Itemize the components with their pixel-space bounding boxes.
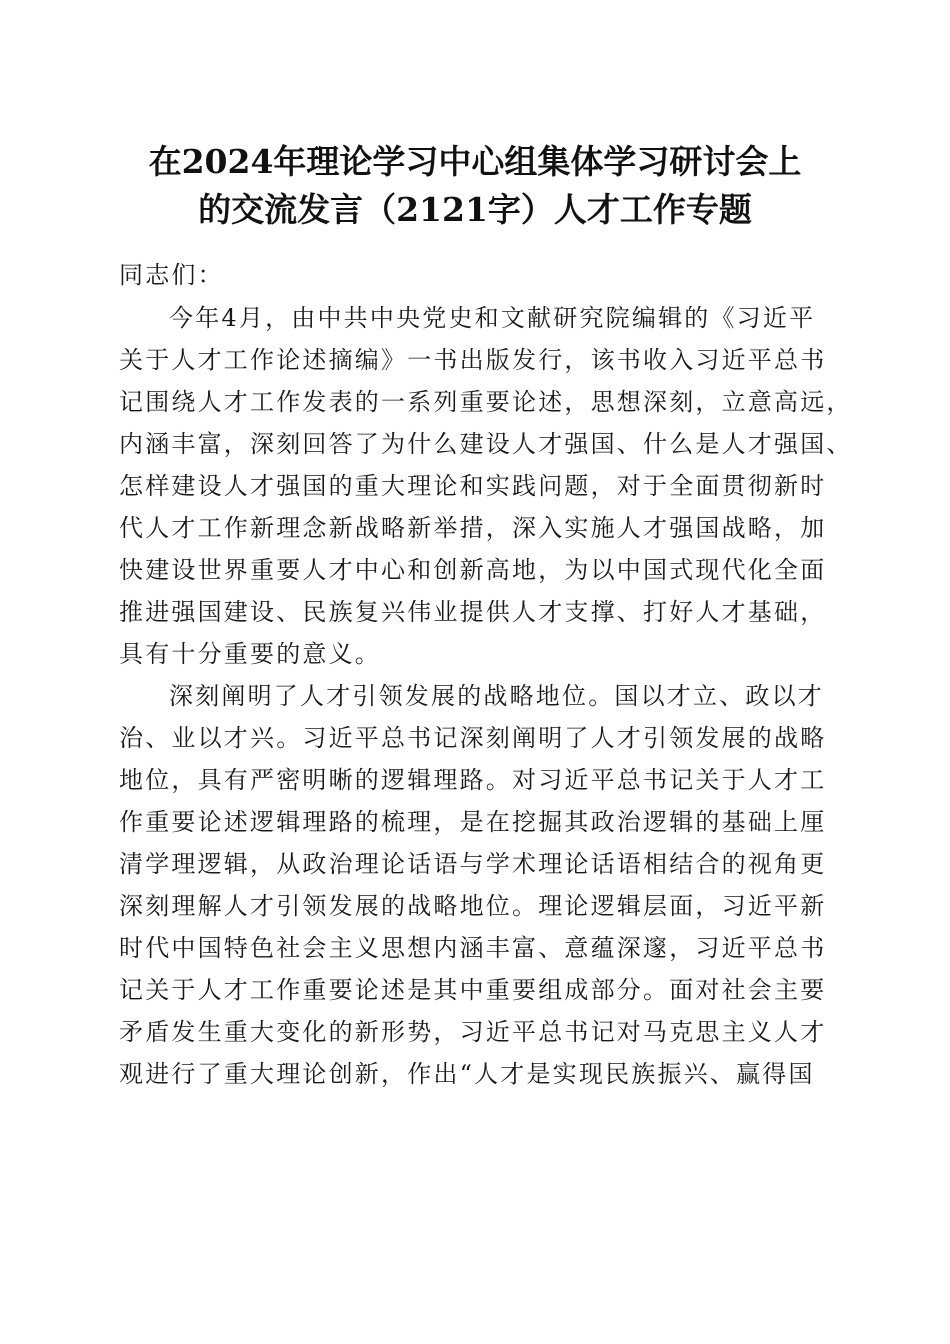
paragraph-1-line-5: 怎样建设人才强国的重大理论和实践问题，对于全面贯彻新时: [119, 472, 827, 500]
paragraph-1-line-7: 快建设世界重要人才中心和创新高地，为以中国式现代化全面: [119, 556, 827, 584]
paragraph-1-line-6: 代人才工作新理念新战略新举措，深入实施人才强国战略，加: [119, 514, 827, 542]
paragraph-1-line-4: 内涵丰富，深刻回答了为什么建设人才强国、什么是人才强国、: [119, 430, 853, 458]
salutation: 同志们：: [119, 261, 224, 289]
paragraph-2-line-9: 矛盾发生重大变化的新形势，习近平总书记对马克思主义人才: [119, 1018, 827, 1046]
paragraph-1-line-8: 推进强国建设、民族复兴伟业提供人才支撑、打好人才基础，: [119, 598, 827, 626]
paragraph-2-line-5: 清学理逻辑，从政治理论话语与学术理论话语相结合的视角更: [119, 850, 827, 878]
title-line-2: 的交流发言（2121字）人才工作专题: [198, 190, 752, 229]
title-line-1: 在2024年理论学习中心组集体学习研讨会上: [148, 142, 802, 181]
paragraph-2-line-8: 记关于人才工作重要论述是其中重要组成部分。面对社会主要: [119, 976, 827, 1004]
paragraph-2-line-6: 深刻理解人才引领发展的战略地位。理论逻辑层面，习近平新: [119, 892, 827, 920]
paragraph-2-line-7: 时代中国特色社会主义思想内涵丰富、意蕴深邃，习近平总书: [119, 934, 827, 962]
paragraph-1-line-3: 记围绕人才工作发表的一系列重要论述，思想深刻，立意高远，: [119, 388, 853, 416]
paragraph-2-line-10: 观进行了重大理论创新，作出“人才是实现民族振兴、赢得国: [119, 1060, 815, 1088]
document-body: [119, 253, 853, 1095]
document-title: [60, 138, 890, 234]
paragraph-2-line-4: 作重要论述逻辑理路的梳理，是在挖掘其政治逻辑的基础上厘: [119, 808, 827, 836]
paragraph-2-line-2: 治、业以才兴。习近平总书记深刻阐明了人才引领发展的战略: [119, 724, 827, 752]
paragraph-1-line-9: 具有十分重要的意义。: [119, 640, 381, 668]
paragraph-1-line-2: 关于人才工作论述摘编》一书出版发行，该书收入习近平总书: [119, 346, 827, 374]
paragraph-2-line-3: 地位，具有严密明晰的逻辑理路。对习近平总书记关于人才工: [119, 766, 827, 794]
paragraph-1-line-1: 今年4月，由中共中央党史和文献研究院编辑的《习近平: [169, 304, 816, 332]
paragraph-2-line-1: 深刻阐明了人才引领发展的战略地位。国以才立、政以才: [169, 682, 824, 710]
